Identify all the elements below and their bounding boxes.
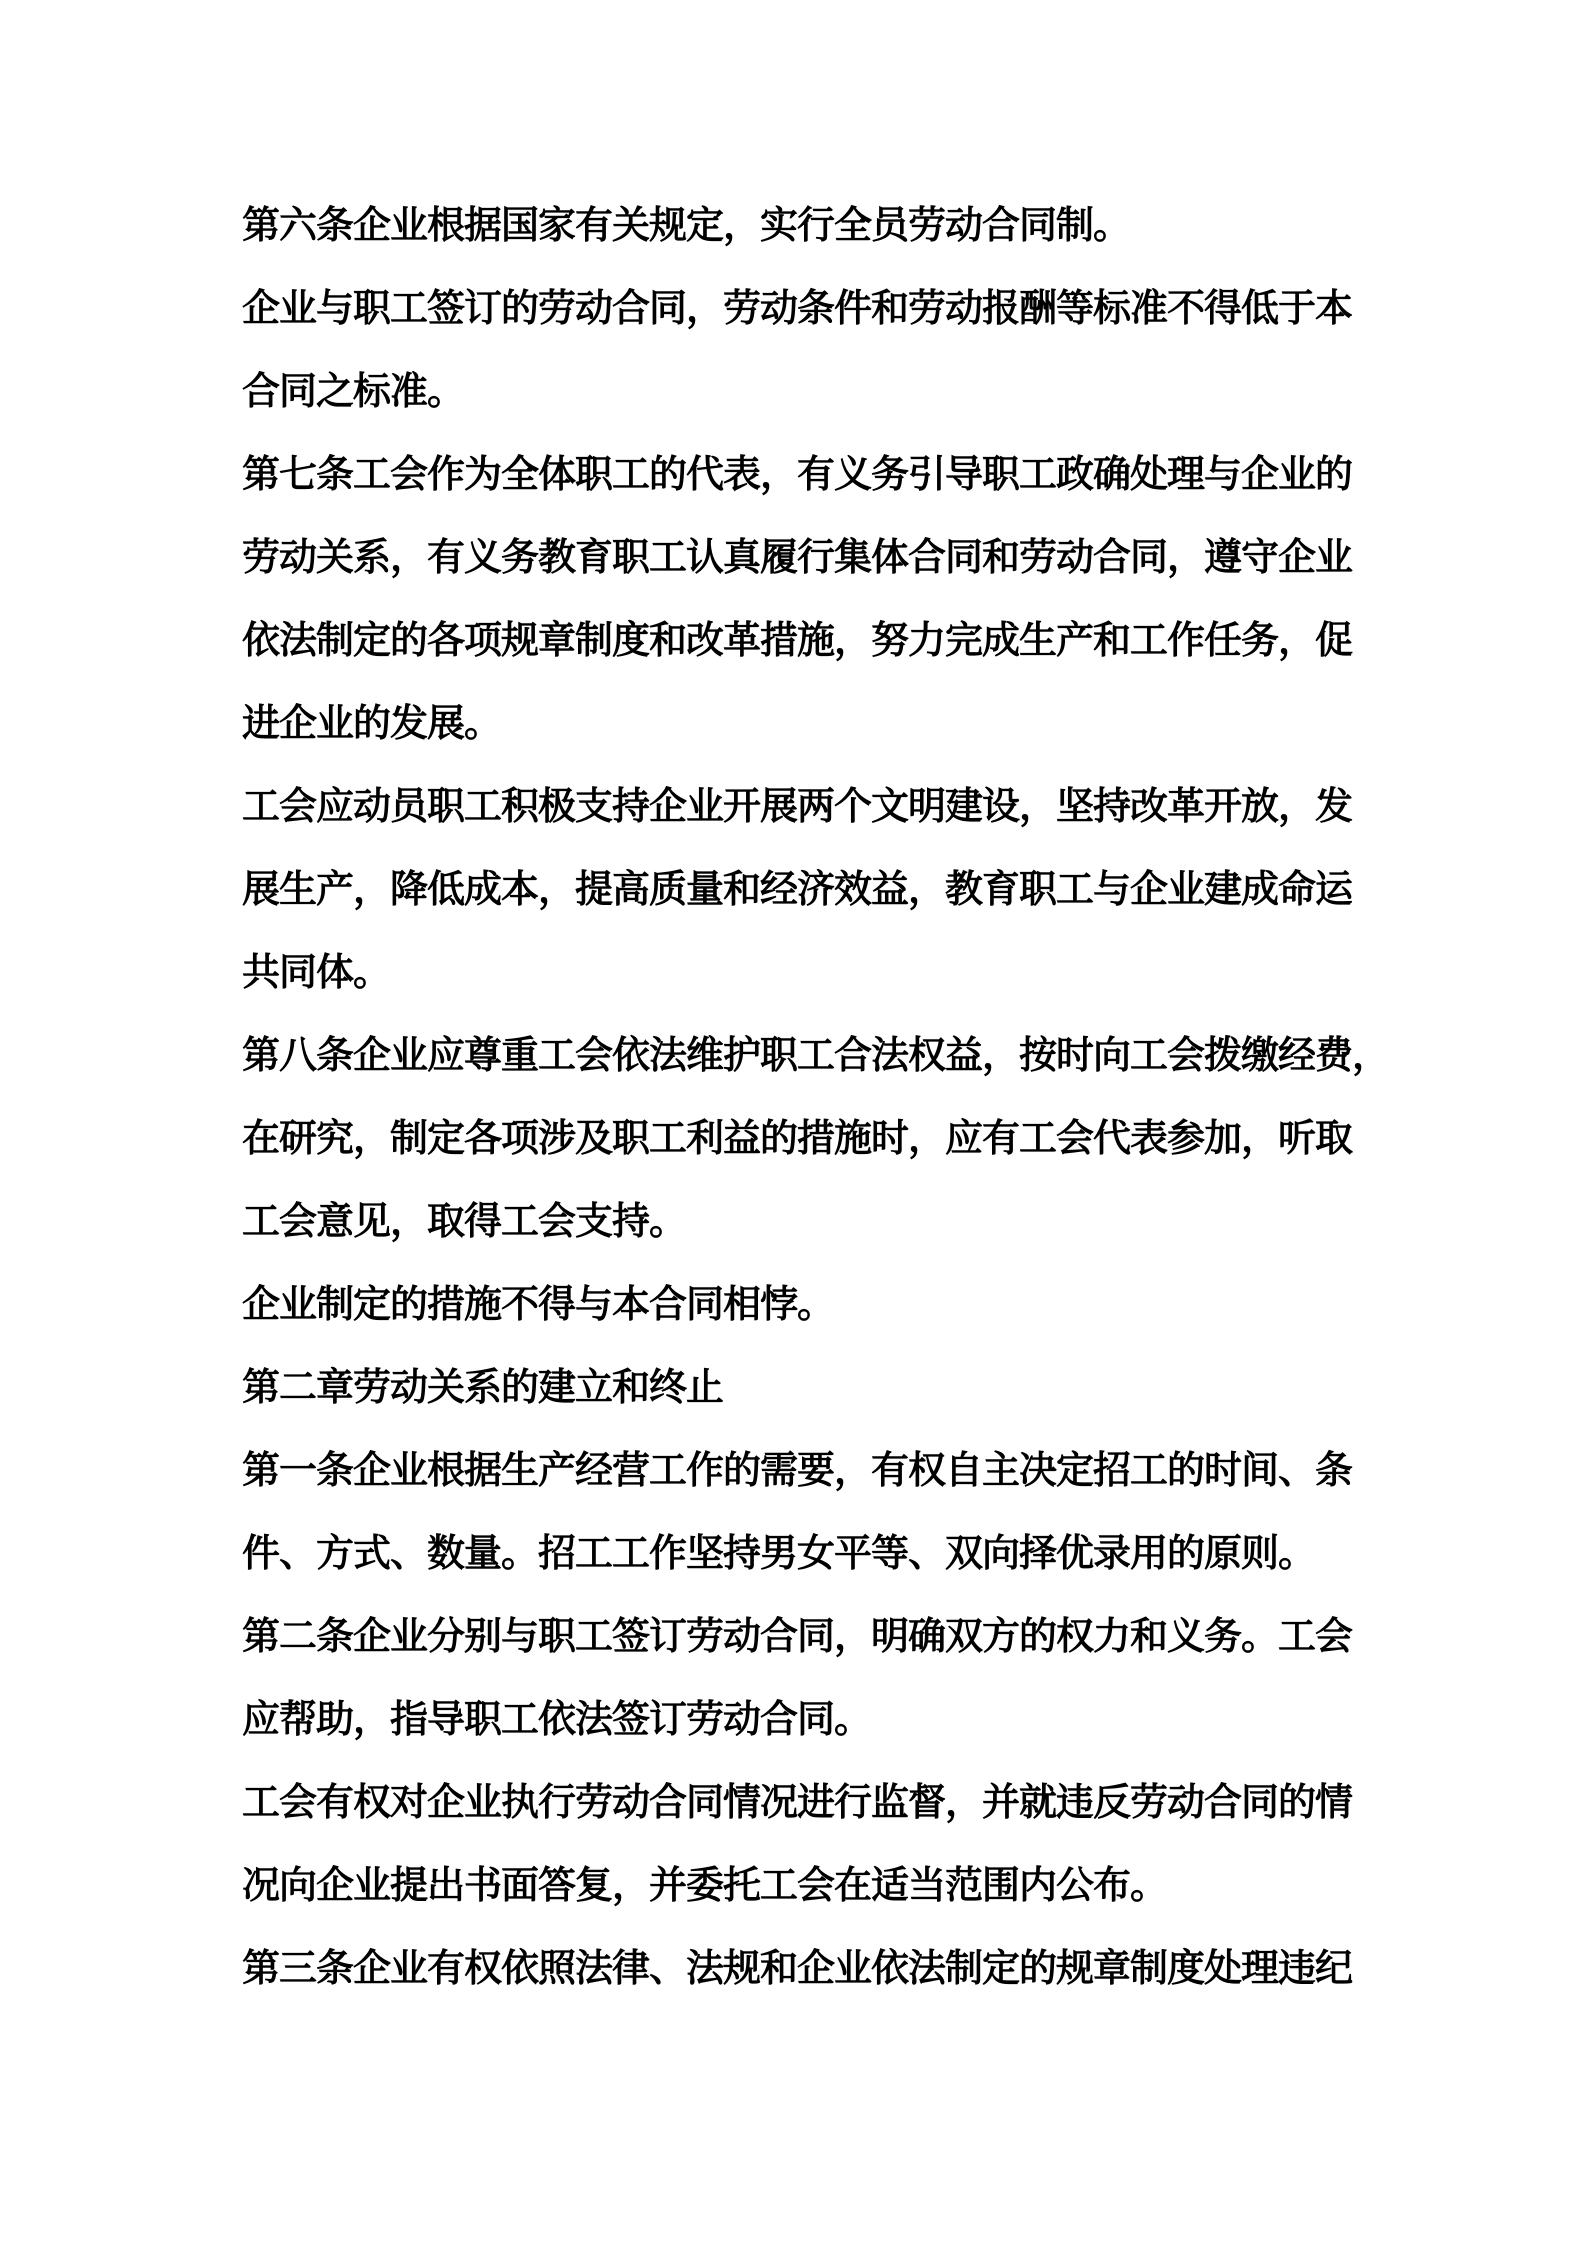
- text-line: 共同体。: [242, 952, 391, 994]
- text-line: 第一条企业根据生产经营工作的需要，有权自主决定招工的时间、条: [242, 1450, 1353, 1492]
- text-line: 第七条工会作为全体职工的代表，有义务引导职工政确处理与企业的: [242, 454, 1353, 496]
- text-line: 展生产，降低成本，提高质量和经济效益，教育职工与企业建成命运: [242, 869, 1353, 911]
- text-line: 工会有权对企业执行劳动合同情况进行监督，并就违反劳动合同的情: [242, 1782, 1353, 1824]
- text-line: 合同之标准。: [242, 371, 465, 413]
- text-line: 进企业的发展。: [242, 703, 502, 745]
- text-line: 件、方式、数量。招工工作坚持男女平等、双向择优录用的原则。: [242, 1533, 1316, 1575]
- text-line: 工会应动员职工积极支持企业开展两个文明建设，坚持改革开放，发: [242, 786, 1353, 828]
- text-line: 第二章劳动关系的建立和终止: [242, 1367, 724, 1409]
- text-line: 应帮助，指导职工依法签订劳动合同。: [242, 1699, 872, 1741]
- text-line: 工会意见，取得工会支持。: [242, 1201, 687, 1243]
- text-line: 第三条企业有权依照法律、法规和企业依法制定的规章制度处理违纪: [242, 1948, 1353, 1990]
- text-line: 劳动关系，有义务教育职工认真履行集体合同和劳动合同，遵守企业: [242, 537, 1353, 579]
- text-line: 在研究，制定各项涉及职工利益的措施时，应有工会代表参加，听取: [242, 1118, 1353, 1160]
- text-line: 企业与职工签订的劳动合同，劳动条件和劳动报酬等标准不得低于本: [242, 288, 1353, 330]
- text-line: 第六条企业根据国家有关规定，实行全员劳动合同制。: [242, 205, 1131, 247]
- text-line: 依法制定的各项规章制度和改革措施，努力完成生产和工作任务，促: [242, 620, 1353, 662]
- document-body: [242, 185, 1442, 2011]
- text-line: 第二条企业分别与职工签订劳动合同，明确双方的权力和义务。工会: [242, 1616, 1353, 1658]
- text-line: 况向企业提出书面答复，并委托工会在适当范围内公布。: [242, 1865, 1168, 1907]
- text-line: 第八条企业应尊重工会依法维护职工合法权益，按时向工会拨缴经费，: [242, 1035, 1390, 1077]
- text-line: 企业制定的措施不得与本合同相悖。: [242, 1284, 835, 1326]
